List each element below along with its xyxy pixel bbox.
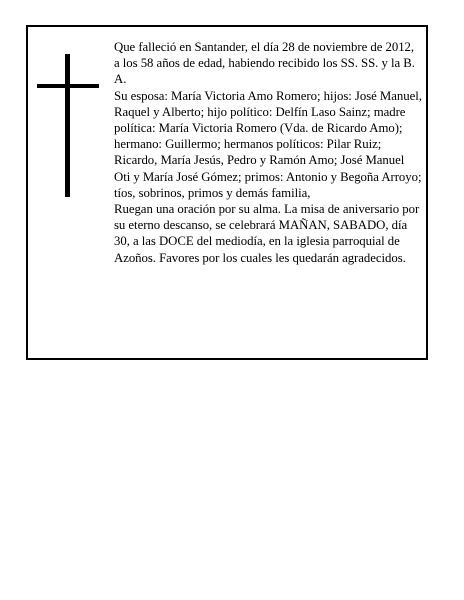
- cross-horizontal-beam: [37, 84, 99, 88]
- notice-paragraph-mass: Ruegan una oración por su alma. La misa de aniversario por su eterno descanso, se celebrará MAÑAN, SABADO, día 30, a las DOCE del mediodía, en la iglesia parroquial de Azoños. Favores por los cuales les quedarán agradecidos.: [114, 202, 420, 265]
- notice-paragraph-death: Que falleció en Santander, el día 28 de noviembre de 2012, a los 58 años de edad, habiendo recibido los SS. SS. y la B. A.: [114, 40, 415, 87]
- notice-paragraph-family: Su esposa: María Victoria Amo Romero; hijos: José Manuel, Raquel y Alberto; hijo político: Delfín Laso Sainz; madre política: María Victoria Romero (Vda. de Ricardo Amo); hermano: Guillermo; hermanos políticos: Pilar Ruiz; Ricardo, María Jesús, Pedro y Ramón Amo; José Manuel Oti y María José Gómez; primos: Antonio y Begoña Arroyo; tíos, sobrinos, primos y demás familia,: [114, 88, 422, 200]
- obituary-notice: [26, 25, 428, 360]
- notice-body: [114, 39, 422, 266]
- cross-icon: [37, 54, 99, 197]
- cross-vertical-beam: [65, 54, 70, 197]
